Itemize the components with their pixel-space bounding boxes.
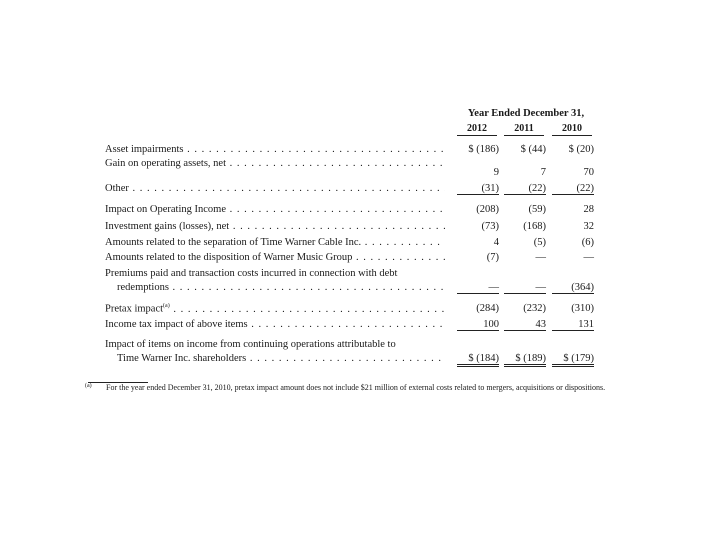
value-2010: (6) — [581, 237, 594, 248]
value-2011: — — [504, 282, 546, 294]
table-row — [105, 252, 595, 266]
value-2012: 9 — [493, 167, 499, 178]
row-label: Gain on operating assets, net . . . — [105, 158, 445, 169]
value-2010: $ (20) — [568, 144, 594, 155]
value-2011: (168) — [523, 221, 546, 232]
table-row — [105, 339, 595, 353]
footnote-mark: (a) — [85, 383, 92, 389]
row-label: Impact on Operating Income . . . — [105, 204, 445, 215]
value-2012: $ (184) — [457, 353, 499, 367]
row-label: Impact of items on income from continuing operations attributable to — [105, 339, 396, 350]
value-2012: (73) — [481, 221, 499, 232]
value-2011: 7 — [540, 167, 546, 178]
row-label: Amounts related to the separation of Time Warner Cable Inc. . . . — [105, 237, 445, 248]
value-2011: (22) — [504, 183, 546, 195]
value-2010: 70 — [583, 167, 594, 178]
value-2012: (31) — [457, 183, 499, 195]
table-row — [105, 237, 595, 251]
table-row — [105, 268, 595, 282]
table-row — [105, 303, 595, 317]
value-2011: 43 — [504, 319, 546, 331]
table-row — [105, 167, 595, 181]
table-row — [117, 353, 595, 367]
value-2012: — — [457, 282, 499, 294]
value-2010: 32 — [583, 221, 594, 232]
row-label: Other . . . — [105, 183, 445, 194]
footnote-text: For the year ended December 31, 2010, pretax impact amount does not include $21 million of external costs related to mergers, acquisitions or dispositions. — [106, 383, 606, 392]
value-2011: (5) — [533, 237, 546, 248]
value-2012: 4 — [493, 237, 499, 248]
value-2010: — — [583, 252, 594, 263]
year-header-2011: 2011 — [504, 123, 544, 136]
year-header-2012: 2012 — [457, 123, 497, 136]
row-label: Time Warner Inc. shareholders . . . — [117, 353, 445, 364]
footnote-ref: (a) — [163, 303, 170, 309]
row-label: Amounts related to the disposition of Warner Music Group . . . — [105, 252, 445, 263]
row-label-text: Pretax impact — [105, 303, 164, 315]
value-2011: — — [535, 252, 546, 263]
table-row — [105, 183, 595, 197]
value-2012: (7) — [486, 252, 499, 263]
value-2010: (364) — [552, 282, 594, 294]
row-label: Premiums paid and transaction costs incurred in connection with debt — [105, 268, 398, 279]
table-row — [117, 282, 595, 296]
value-2010: 131 — [552, 319, 594, 331]
row-label — [105, 303, 445, 315]
table-row — [105, 144, 595, 158]
row-label: Asset impairments . . . — [105, 144, 445, 155]
row-label: Investment gains (losses), net . . . — [105, 221, 445, 232]
value-2010: $ (179) — [552, 353, 594, 367]
row-label: redemptions . . . — [117, 282, 445, 293]
value-2010: (310) — [571, 303, 594, 314]
table-row — [105, 221, 595, 235]
value-2010: 28 — [583, 204, 594, 215]
value-2012: 100 — [457, 319, 499, 331]
table-row — [105, 319, 595, 333]
row-label: Income tax impact of above items . . . — [105, 319, 445, 330]
year-header-2010: 2010 — [552, 123, 592, 136]
value-2011: $ (189) — [504, 353, 546, 367]
table-header-title: Year Ended December 31, — [467, 108, 585, 119]
value-2012: $ (186) — [468, 144, 499, 155]
value-2012: (284) — [476, 303, 499, 314]
value-2011: $ (44) — [520, 144, 546, 155]
value-2012: (208) — [476, 204, 499, 215]
value-2010: (22) — [552, 183, 594, 195]
value-2011: (59) — [528, 204, 546, 215]
table-row — [105, 204, 595, 218]
value-2011: (232) — [523, 303, 546, 314]
